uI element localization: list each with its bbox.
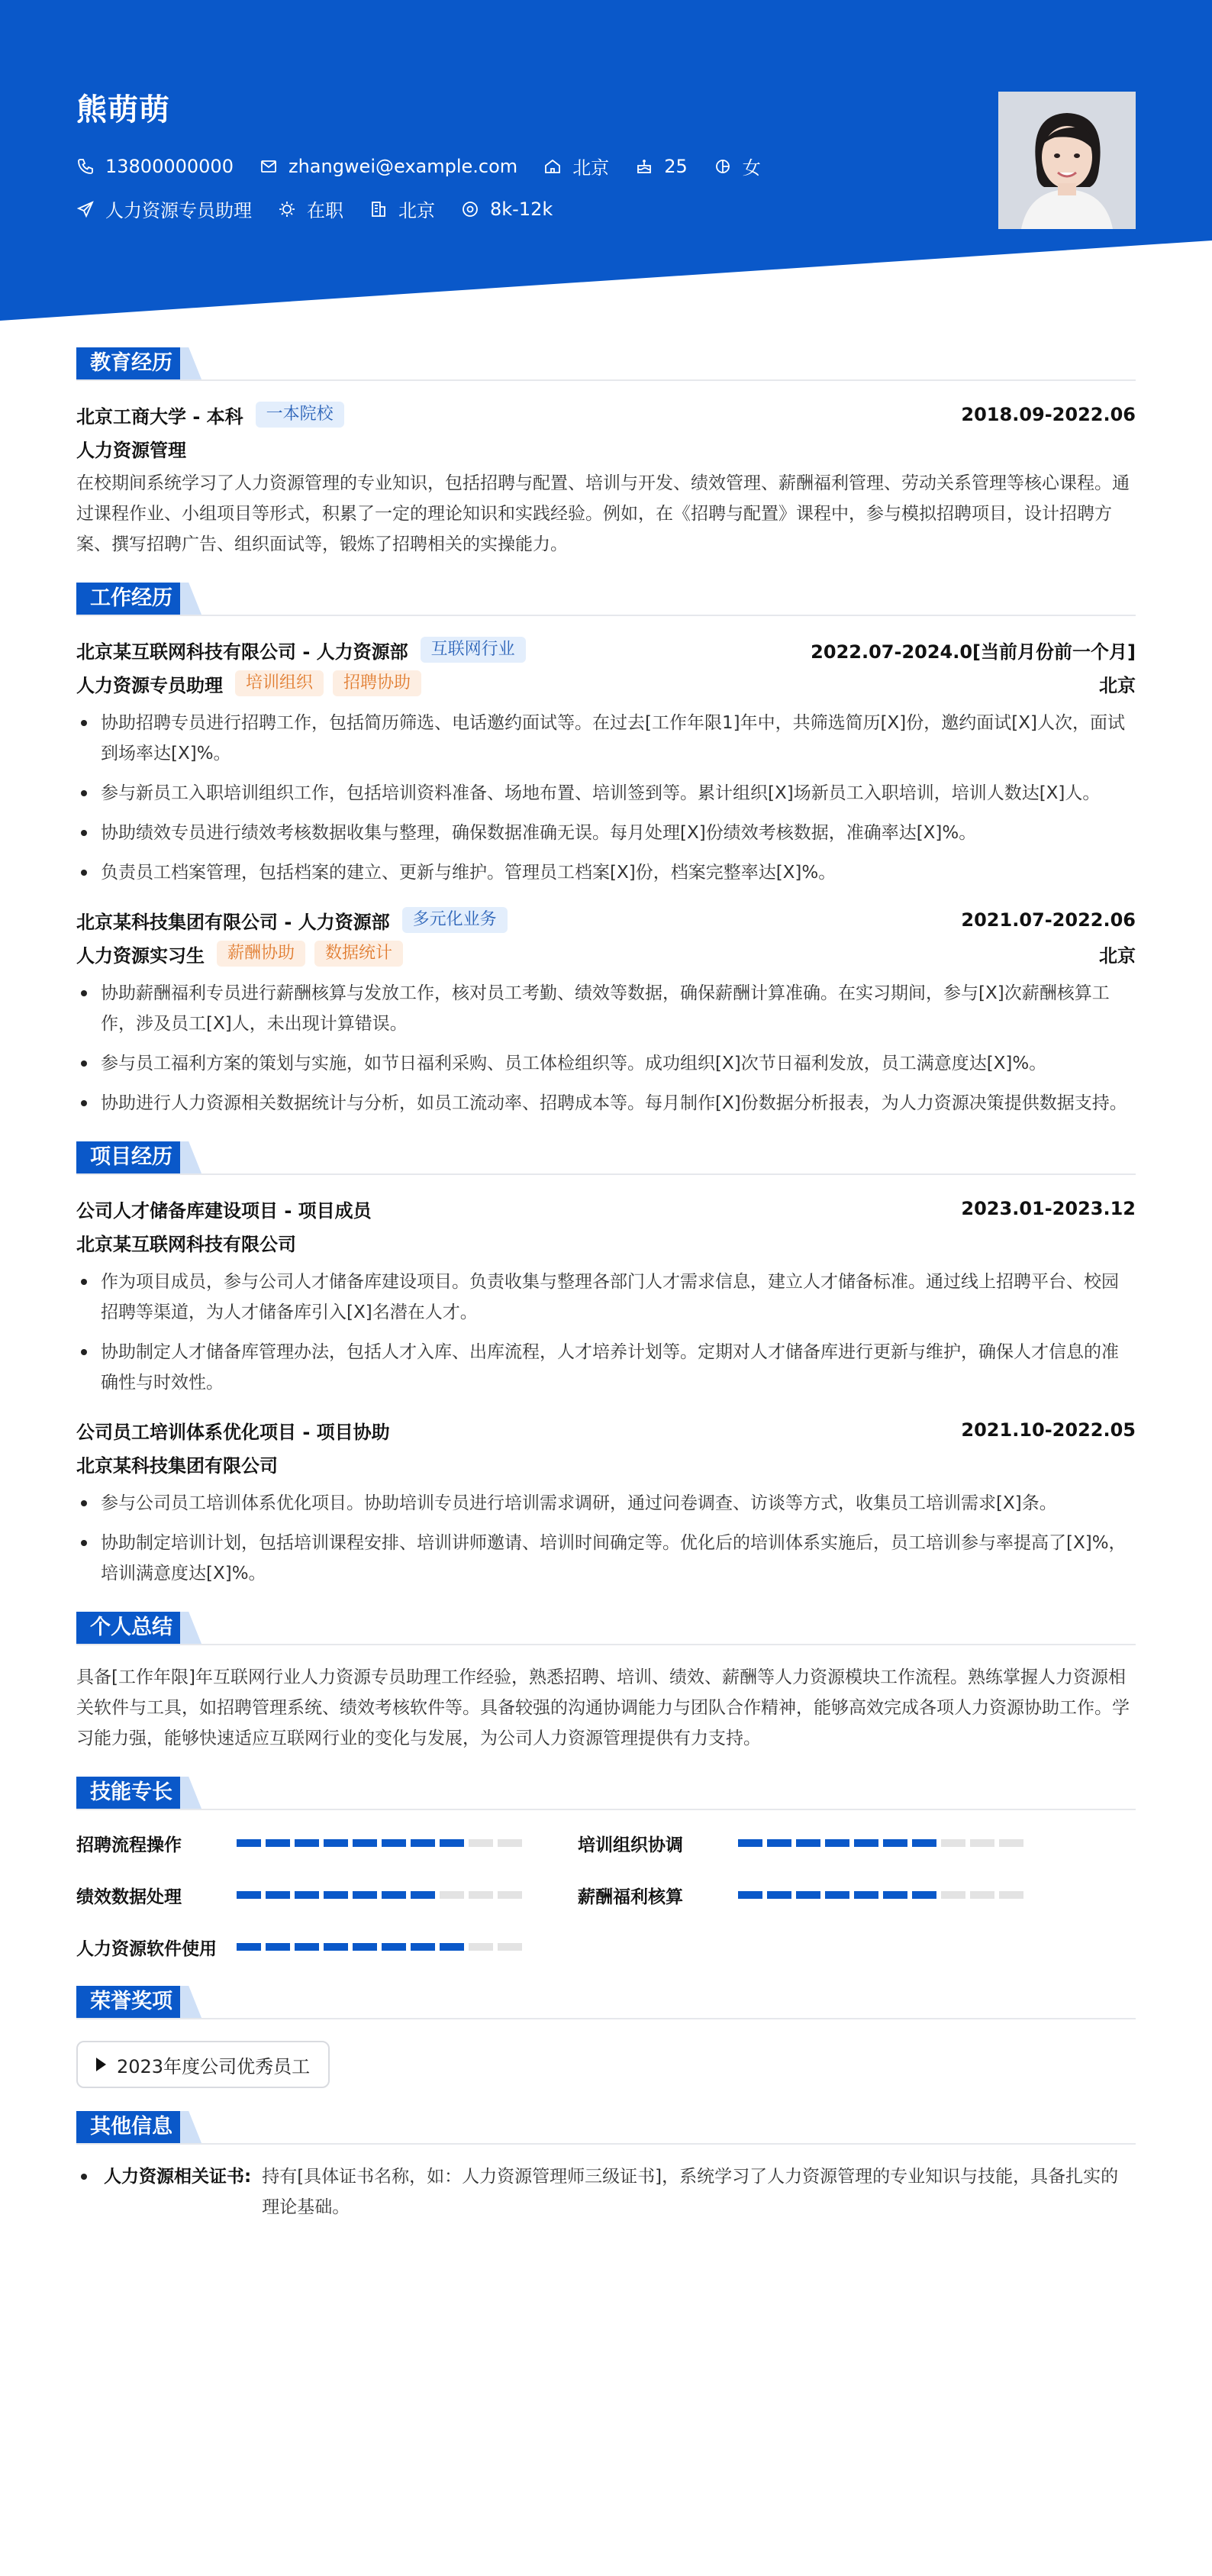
job-entry — [76, 903, 1136, 1119]
school-degree: 北京工商大学 - 本科 — [76, 405, 243, 428]
skill-level-segment — [382, 1839, 406, 1847]
project-name-role: 公司员工培训体系优化项目 - 项目协助 — [76, 1421, 390, 1443]
skill-level-segment — [353, 1891, 377, 1899]
skill-level-segment — [796, 1891, 820, 1899]
section-header — [76, 2111, 1136, 2145]
skills-section — [76, 1777, 1136, 1963]
project-company: 北京某科技集团有限公司 — [76, 1454, 278, 1477]
skill-level-segment — [237, 1839, 261, 1847]
salary-text: 8k-12k — [490, 198, 553, 220]
other-label: 人力资源相关证书: — [104, 2167, 252, 2187]
school-tag: 一本院校 — [256, 402, 344, 428]
education-row — [76, 398, 1136, 431]
project-date: 2021.10-2022.05 — [961, 1419, 1136, 1441]
skill-level-segment — [266, 1943, 290, 1951]
skill-level-segment — [411, 1943, 435, 1951]
skill-tag: 薪酬协助 — [217, 941, 305, 967]
skill-level-segment — [767, 1891, 791, 1899]
gender-text: 女 — [742, 157, 761, 179]
section-title: 其他信息 — [76, 2111, 186, 2143]
skill-level-segment — [498, 1891, 522, 1899]
project-company: 北京某互联网科技有限公司 — [76, 1233, 296, 1255]
skill-level-segment — [382, 1943, 406, 1951]
skill-level-segment — [382, 1891, 406, 1899]
avatar — [998, 92, 1136, 229]
skill-level-segment — [999, 1839, 1023, 1847]
bullet-dot — [81, 2174, 87, 2180]
skill-level-segment — [999, 1891, 1023, 1899]
section-header — [76, 1777, 1136, 1810]
skill-level-segment — [970, 1891, 994, 1899]
city-text: 北京 — [572, 157, 610, 179]
skill-level-segment — [469, 1943, 493, 1951]
phone-text[interactable]: 13800000000 — [105, 155, 234, 177]
project-entry — [76, 1413, 1136, 1589]
job-company: 北京某科技集团有限公司 - 人力资源部 — [76, 911, 390, 933]
job-bullets — [76, 978, 1136, 1119]
skill-level-bar — [237, 1943, 527, 1951]
skill-level-segment — [912, 1839, 936, 1847]
list-item: 协助制定培训计划，包括培训课程安排、培训讲师邀请、培训时间确定等。优化后的培训体系实施后，员工培训参与率提高了[X]%，培训满意度达[X]%。 — [76, 1528, 1136, 1589]
send-icon — [76, 200, 95, 218]
summary-text: 具备[工作年限]年互联网行业人力资源专员助理工作经验，熟悉招聘、培训、绩效、薪酬等人力资源模块工作流程。熟练掌握人力资源相关软件与工具，如招聘管理系统、绩效考核软件等。具备较强的沟通协调能力与团队合作精神，能够高效完成各项人力资源协助工作。学习能力强，能够快速适应互联网行业的变化与发展，为公司人力资源管理提供有力支持。 — [76, 1667, 1130, 1748]
job-location: 北京 — [1099, 674, 1136, 696]
skill-name: 培训组织协调 — [578, 1835, 683, 1855]
list-item: 协助制定人才储备库管理办法，包括人才入库、出库流程，人才培养计划等。定期对人才储备库进行更新与维护，确保人才信息的准确性与时效性。 — [76, 1337, 1136, 1398]
section-title-accent — [180, 583, 201, 615]
position-text: 人力资源专员助理 — [105, 200, 252, 221]
skill-name: 绩效数据处理 — [76, 1887, 182, 1907]
skill-name: 招聘流程操作 — [76, 1835, 182, 1855]
skill-level-segment — [440, 1943, 464, 1951]
major: 人力资源管理 — [76, 439, 186, 461]
skill-level-segment — [738, 1839, 762, 1847]
contact-row — [76, 153, 787, 179]
education-section — [76, 347, 1136, 560]
section-header — [76, 347, 1136, 381]
section-header — [76, 583, 1136, 616]
skill-level-bar — [237, 1839, 527, 1847]
section-header — [76, 1986, 1136, 2019]
project-name-role: 公司人才储备库建设项目 - 项目成员 — [76, 1199, 372, 1222]
skill-level-segment — [883, 1839, 907, 1847]
list-item: 参与员工福利方案的策划与实施，如节日福利采购、员工体检组织等。成功组织[X]次节日福利发放，员工满意度达[X]%。 — [76, 1048, 1136, 1079]
salary-info — [461, 199, 553, 220]
industry-tag: 互联网行业 — [421, 637, 526, 663]
job-role: 人力资源专员助理 — [76, 674, 223, 696]
gender-icon — [714, 157, 732, 176]
skill-tag: 数据统计 — [314, 941, 403, 967]
award-badge — [76, 2041, 330, 2088]
section-title-accent — [180, 1141, 201, 1173]
target-city-info — [369, 195, 435, 222]
resume-content — [76, 347, 1136, 2245]
skill-level-segment — [738, 1891, 762, 1899]
skill-level-segment — [498, 1839, 522, 1847]
skill-level-bar — [738, 1839, 1028, 1847]
skill-tag: 招聘协助 — [333, 670, 421, 696]
skill-item — [578, 1879, 1112, 1911]
job-date: 2021.07-2022.06 — [961, 909, 1136, 931]
skill-name: 薪酬福利核算 — [578, 1887, 683, 1907]
gender-info — [714, 153, 761, 179]
project-entry — [76, 1192, 1136, 1398]
job-intent-row — [76, 195, 579, 222]
job-entry — [76, 633, 1136, 888]
skill-level-segment — [411, 1839, 435, 1847]
section-title: 荣誉奖项 — [76, 1986, 186, 2018]
coin-icon — [461, 200, 479, 218]
skill-level-segment — [825, 1839, 849, 1847]
project-date: 2023.01-2023.12 — [961, 1198, 1136, 1219]
skill-level-segment — [266, 1839, 290, 1847]
skill-level-segment — [295, 1891, 319, 1899]
list-item: 协助绩效专员进行绩效考核数据收集与整理，确保数据准确无误。每月处理[X]份绩效考核数据，准确率达[X]%。 — [76, 818, 1136, 848]
section-title: 教育经历 — [76, 347, 186, 379]
skill-level-segment — [883, 1891, 907, 1899]
skill-level-segment — [324, 1839, 348, 1847]
skill-level-segment — [854, 1839, 878, 1847]
building-icon — [369, 200, 388, 218]
job-role: 人力资源实习生 — [76, 944, 205, 967]
skill-level-segment — [237, 1943, 261, 1951]
major-row — [76, 431, 1136, 465]
status-text: 在职 — [307, 200, 343, 221]
cake-icon — [635, 157, 653, 176]
section-header — [76, 1612, 1136, 1645]
position-info — [76, 195, 252, 222]
skill-item — [76, 1879, 578, 1911]
skill-level-segment — [440, 1839, 464, 1847]
section-title-accent — [180, 2111, 201, 2143]
project-bullets — [76, 1488, 1136, 1589]
section-title-accent — [180, 1612, 201, 1644]
list-item: 参与新员工入职培训组织工作，包括培训资料准备、场地布置、培训签到等。累计组织[X]场新员工入职培训，培训人数达[X]人。 — [76, 778, 1136, 809]
skill-level-segment — [825, 1891, 849, 1899]
skill-level-segment — [498, 1943, 522, 1951]
target-city-text: 北京 — [398, 200, 435, 221]
skill-item — [76, 1931, 578, 1963]
list-item: 协助薪酬福利专员进行薪酬核算与发放工作，核对员工考勤、绩效等数据，确保薪酬计算准确。在实习期间，参与[X]次薪酬核算工作，涉及员工[X]人，未出现计算错误。 — [76, 978, 1136, 1039]
skill-level-segment — [411, 1891, 435, 1899]
skill-level-segment — [324, 1891, 348, 1899]
mail-icon — [259, 157, 278, 176]
education-date: 2018.09-2022.06 — [961, 404, 1136, 425]
list-item: 作为项目成员，参与公司人才储备库建设项目。负责收集与整理各部门人才需求信息，建立人才储备标准。通过线上招聘平台、校园招聘等渠道，为人才储备库引入[X]名潜在人才。 — [76, 1267, 1136, 1328]
home-icon — [543, 157, 562, 176]
job-company: 北京某互联网科技有限公司 - 人力资源部 — [76, 641, 408, 663]
profile-photo — [998, 92, 1136, 229]
skill-level-segment — [469, 1891, 493, 1899]
industry-tag: 多元化业务 — [402, 907, 508, 933]
skill-item — [76, 1827, 578, 1859]
section-title: 个人总结 — [76, 1612, 186, 1644]
skill-level-segment — [854, 1891, 878, 1899]
skills-grid — [76, 1827, 1136, 1963]
skill-level-segment — [469, 1839, 493, 1847]
job-bullets — [76, 708, 1136, 888]
skill-level-segment — [353, 1943, 377, 1951]
skill-level-segment — [796, 1839, 820, 1847]
section-title: 工作经历 — [76, 583, 186, 615]
skill-level-segment — [440, 1891, 464, 1899]
section-title-accent — [180, 1986, 201, 2018]
job-location: 北京 — [1099, 944, 1136, 967]
city-info — [543, 153, 609, 179]
status-info — [278, 195, 343, 222]
skill-level-segment — [295, 1943, 319, 1951]
skill-name: 人力资源软件使用 — [76, 1938, 217, 1959]
skill-level-segment — [237, 1891, 261, 1899]
phone-info — [76, 156, 234, 177]
section-header — [76, 1141, 1136, 1175]
work-section — [76, 583, 1136, 1119]
honors-section — [76, 1986, 1136, 2088]
list-item: 负责员工档案管理，包括档案的建立、更新与维护。管理员工档案[X]份，档案完整率达[X]%。 — [76, 857, 1136, 888]
phone-icon — [76, 157, 95, 176]
candidate-name: 熊萌萌 — [76, 92, 170, 128]
award-text: 2023年度公司优秀员工 — [117, 2055, 311, 2077]
age-info — [635, 156, 688, 177]
status-icon — [278, 200, 296, 218]
triangle-icon — [96, 2058, 106, 2071]
skill-level-segment — [912, 1891, 936, 1899]
skill-level-segment — [324, 1943, 348, 1951]
skill-level-segment — [266, 1891, 290, 1899]
section-title-accent — [180, 347, 201, 379]
skill-level-segment — [970, 1839, 994, 1847]
list-item: 参与公司员工培训体系优化项目。协助培训专员进行培训需求调研，通过问卷调查、访谈等方式，收集员工培训需求[X]条。 — [76, 1488, 1136, 1519]
projects-section — [76, 1141, 1136, 1589]
other-section — [76, 2111, 1136, 2223]
skill-level-segment — [941, 1839, 965, 1847]
skill-level-segment — [767, 1839, 791, 1847]
section-title: 项目经历 — [76, 1141, 186, 1173]
section-title: 技能专长 — [76, 1777, 186, 1809]
job-date: 2022.07-2024.0[当前月份前一个月] — [811, 641, 1136, 663]
summary-section — [76, 1612, 1136, 1754]
skill-level-segment — [295, 1839, 319, 1847]
other-info-item — [76, 2161, 1136, 2223]
age-text: 25 — [664, 155, 688, 177]
list-item: 协助进行人力资源相关数据统计与分析，如员工流动率、招聘成本等。每月制作[X]份数据分析报表，为人力资源决策提供数据支持。 — [76, 1088, 1136, 1119]
project-bullets — [76, 1267, 1136, 1398]
education-description: 在校期间系统学习了人力资源管理的专业知识，包括招聘与配置、培训与开发、绩效管理、薪酬福利管理、劳动关系管理等核心课程。通过课程作业、小组项目等形式，积累了一定的理论知识和实践经验。例如，在《招聘与配置》课程中，参与模拟招聘项目，设计招聘方案、撰写招聘广告、组织面试等，锻炼了招聘相关的实操能力。 — [76, 473, 1130, 554]
skill-level-segment — [941, 1891, 965, 1899]
email-text[interactable]: zhangwei@example.com — [288, 155, 518, 177]
section-title-accent — [180, 1777, 201, 1809]
list-item: 协助招聘专员进行招聘工作，包括简历筛选、电话邀约面试等。在过去[工作年限1]年中，共筛选简历[X]份，邀约面试[X]人次，面试到场率达[X]%。 — [76, 708, 1136, 769]
skill-tag: 培训组织 — [235, 670, 324, 696]
email-info — [259, 156, 517, 177]
skill-level-bar — [738, 1891, 1028, 1899]
skill-item — [578, 1827, 1112, 1859]
other-text: 持有[具体证书名称，如：人力资源管理师三级证书]，系统学习了人力资源管理的专业知识与技能，具备扎实的理论基础。 — [262, 2167, 1119, 2217]
skill-level-bar — [237, 1891, 527, 1899]
skill-level-segment — [353, 1839, 377, 1847]
